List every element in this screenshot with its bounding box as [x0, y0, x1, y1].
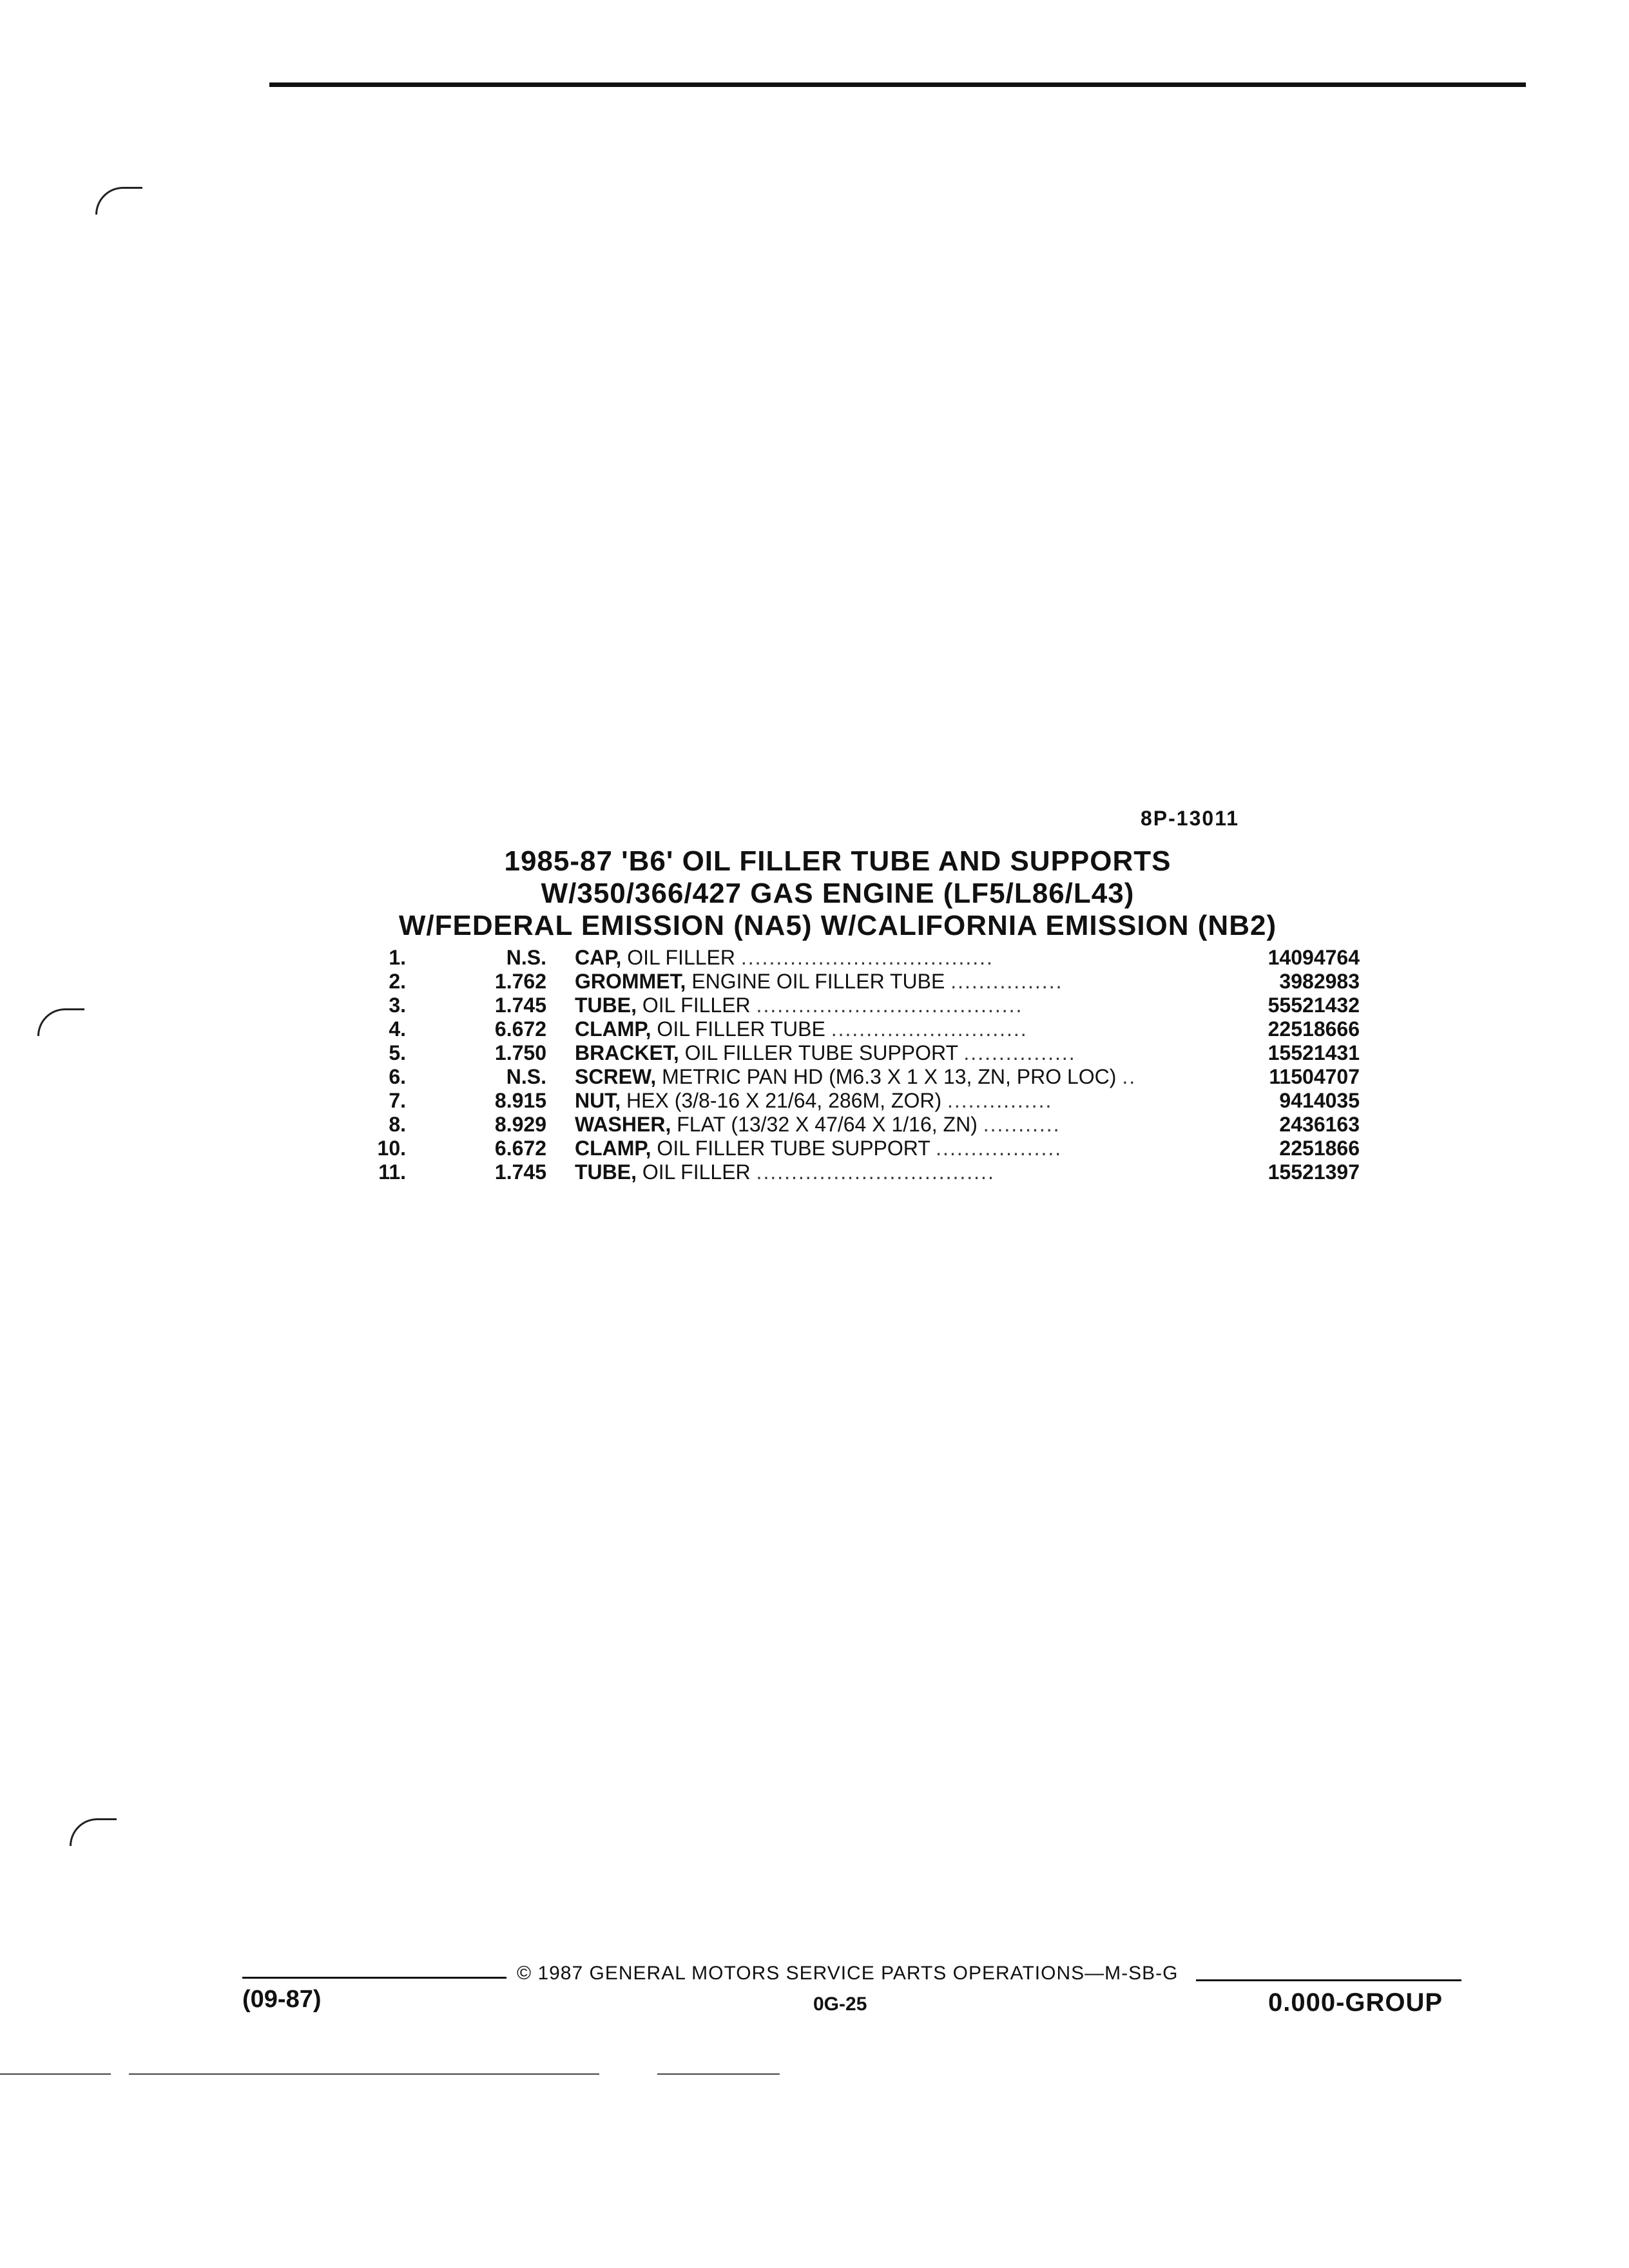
part-modifier: OIL FILLER TUBE [657, 1017, 825, 1041]
part-number: 22518666 [1268, 1017, 1360, 1041]
title-line-1: 1985-87 'B6' OIL FILLER TUBE AND SUPPORTS [504, 845, 1171, 877]
page-number: 0G-25 [813, 1994, 867, 2015]
punch-hole-mark [70, 1818, 117, 1846]
part-description [575, 1089, 1226, 1113]
part-row [335, 1137, 1366, 1160]
part-row [335, 994, 1366, 1017]
item-number: 1. [389, 946, 406, 969]
item-number: 8. [389, 1113, 406, 1136]
part-number: 14094764 [1268, 946, 1360, 969]
part-noun: TUBE, [575, 1160, 637, 1184]
item-number: 11. [378, 1160, 406, 1184]
punch-hole-mark [95, 187, 142, 215]
group-number: 1.745 [494, 994, 546, 1017]
part-description [575, 1160, 1226, 1184]
part-modifier: OIL FILLER TUBE SUPPORT [684, 1041, 958, 1064]
part-number: 9414035 [1279, 1089, 1360, 1112]
part-description [575, 946, 1226, 970]
dot-leader: ............................ [831, 1017, 1028, 1041]
part-row [335, 1113, 1366, 1137]
dot-leader: ............... [947, 1089, 1053, 1112]
part-noun: TUBE, [575, 994, 637, 1017]
scan-edge-line [129, 2073, 599, 2075]
part-row [335, 970, 1366, 994]
parts-list [335, 946, 1366, 1184]
part-modifier: ENGINE OIL FILLER TUBE [691, 970, 945, 993]
part-modifier: OIL FILLER TUBE SUPPORT [657, 1137, 930, 1160]
part-description [575, 1065, 1226, 1089]
part-description [575, 994, 1226, 1017]
group-number: 1.750 [494, 1041, 546, 1064]
part-description [575, 1017, 1226, 1041]
part-noun: CAP, [575, 946, 622, 969]
part-number: 2436163 [1279, 1113, 1360, 1136]
item-number: 3. [389, 994, 406, 1017]
part-noun: SCREW, [575, 1065, 657, 1088]
item-number: 7. [389, 1089, 406, 1112]
footer-rule-left [242, 1977, 506, 1979]
dot-leader: ................ [963, 1041, 1076, 1064]
part-noun: NUT, [575, 1089, 621, 1112]
dot-leader: .................................... [740, 946, 994, 969]
part-description [575, 1041, 1226, 1065]
part-number: 55521432 [1268, 994, 1360, 1017]
part-number: 11504707 [1269, 1065, 1360, 1088]
footer-rule-right [1196, 1979, 1461, 1981]
group-number: 1.762 [494, 970, 546, 993]
part-noun: CLAMP, [575, 1137, 651, 1160]
group-number: 6.672 [494, 1137, 546, 1160]
part-noun: BRACKET, [575, 1041, 679, 1064]
part-row [335, 946, 1366, 970]
part-modifier: HEX (3/8-16 X 21/64, 286M, ZOR) [626, 1089, 942, 1112]
dot-leader: ...................................... [756, 994, 1023, 1017]
dot-leader: .................................. [756, 1160, 995, 1184]
dot-leader: .. [1122, 1065, 1137, 1088]
dot-leader: ................ [950, 970, 1063, 993]
item-number: 4. [389, 1017, 406, 1041]
top-rule [269, 82, 1526, 87]
dot-leader: .................. [936, 1137, 1063, 1160]
scan-edge-line [657, 2073, 780, 2075]
group-number: 8.915 [494, 1089, 546, 1112]
group-number: 6.672 [494, 1017, 546, 1041]
part-number: 15521397 [1268, 1160, 1360, 1184]
part-modifier: FLAT (13/32 X 47/64 X 1/16, ZN) [677, 1113, 978, 1136]
group-number: N.S. [506, 946, 546, 969]
part-number: 2251866 [1279, 1137, 1360, 1160]
group-label: 0.000-GROUP [1268, 1988, 1443, 2017]
part-modifier: OIL FILLER [642, 994, 751, 1017]
part-row [335, 1041, 1366, 1065]
part-row [335, 1089, 1366, 1113]
title-line-2: W/350/366/427 GAS ENGINE (LF5/L86/L43) [541, 878, 1135, 909]
dot-leader: ........... [983, 1113, 1061, 1136]
part-noun: GROMMET, [575, 970, 686, 993]
item-number: 2. [389, 970, 406, 993]
item-number: 10. [377, 1137, 406, 1160]
punch-hole-mark [37, 1008, 84, 1036]
catalog-reference: 8P-13011 [1141, 807, 1240, 830]
item-number: 6. [389, 1065, 406, 1088]
date-code: (09-87) [242, 1986, 322, 2013]
title-line-3: W/FEDERAL EMISSION (NA5) W/CALIFORNIA EMISSION (NB2) [398, 910, 1277, 941]
group-number: 1.745 [494, 1160, 546, 1184]
part-noun: CLAMP, [575, 1017, 651, 1041]
part-row [335, 1065, 1366, 1089]
copyright-notice: © 1987 GENERAL MOTORS SERVICE PARTS OPERATIONS—M-SB-G [517, 1963, 1179, 1984]
part-row [335, 1160, 1366, 1184]
part-description [575, 1113, 1226, 1137]
item-number: 5. [389, 1041, 406, 1064]
part-description [575, 970, 1226, 994]
part-row [335, 1017, 1366, 1041]
group-number: 8.929 [494, 1113, 546, 1136]
part-number: 15521431 [1268, 1041, 1360, 1064]
part-noun: WASHER, [575, 1113, 671, 1136]
part-modifier: METRIC PAN HD (M6.3 X 1 X 13, ZN, PRO LOC) [662, 1065, 1117, 1088]
part-modifier: OIL FILLER [627, 946, 735, 969]
part-number: 3982983 [1279, 970, 1360, 993]
scan-edge-line [0, 2073, 111, 2075]
group-number: N.S. [506, 1065, 546, 1088]
part-description [575, 1137, 1226, 1160]
section-title [361, 845, 1315, 942]
part-modifier: OIL FILLER [642, 1160, 751, 1184]
